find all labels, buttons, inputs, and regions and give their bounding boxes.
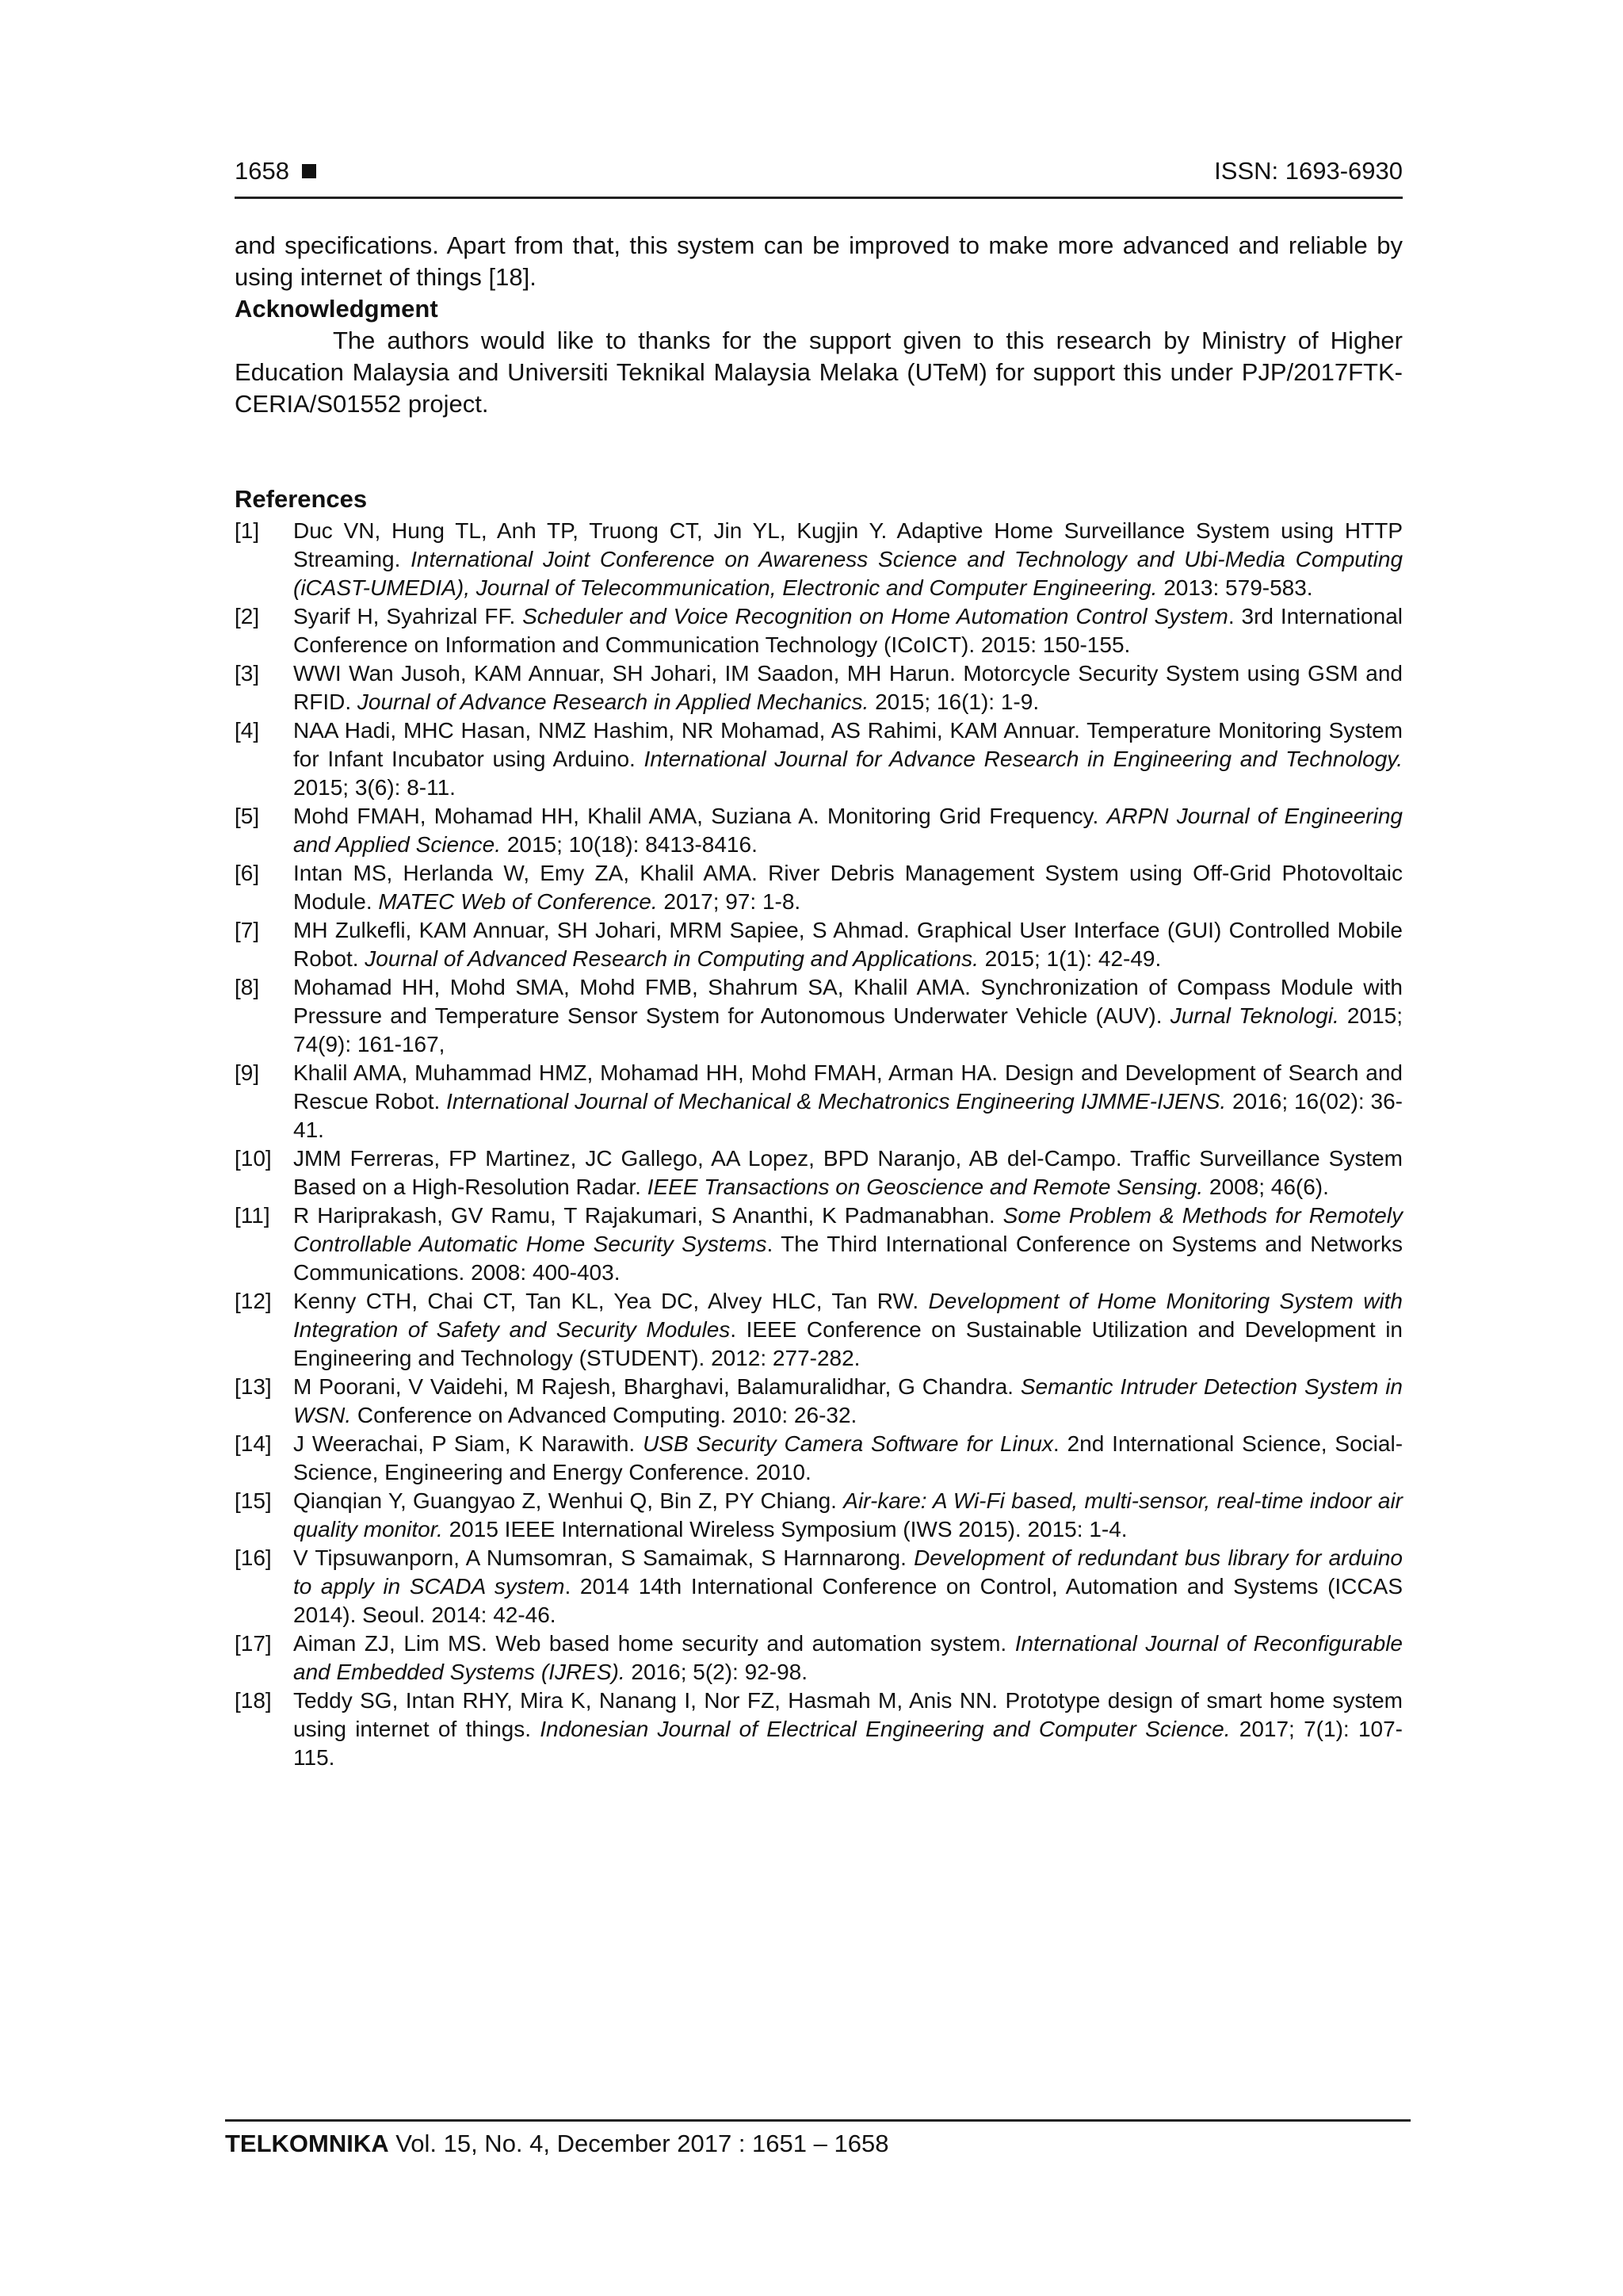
- reference-item: [235, 973, 1403, 1059]
- reference-text: 2015; 74(9): 161-167,: [293, 1003, 1403, 1056]
- reference-number: [1]: [235, 518, 260, 543]
- reference-text: Mohd FMAH, Mohamad HH, Khalil AMA, Suziana A. Monitoring Grid Frequency.: [293, 804, 1107, 828]
- reference-text: 2016; 5(2): 92-98.: [624, 1660, 808, 1684]
- reference-item: [235, 1373, 1403, 1430]
- body-text: [235, 230, 1403, 420]
- issn-label: ISSN: 1693-6930: [1214, 157, 1403, 185]
- reference-item: [235, 1544, 1403, 1629]
- square-bullet-icon: [302, 164, 316, 178]
- reference-item: [235, 602, 1403, 659]
- page-number-text: 1658: [235, 157, 289, 185]
- reference-source: Scheduler and Voice Recognition on Home Automation Control System: [522, 604, 1228, 628]
- reference-text: 2015; 1(1): 42-49.: [978, 946, 1162, 971]
- reference-text: Intan MS, Herlanda W, Emy ZA, Khalil AMA. River Debris Management System using Off-Grid Photovoltaic Module.: [293, 861, 1403, 914]
- page-number: [235, 157, 316, 185]
- reference-item: [235, 859, 1403, 916]
- acknowledgment-heading: Acknowledgment: [235, 295, 438, 323]
- reference-source: Journal of Advanced Research in Computing and Applications.: [365, 946, 979, 971]
- reference-number: [4]: [235, 718, 260, 743]
- reference-text: 2015; 3(6): 8-11.: [293, 775, 456, 800]
- reference-number: [14]: [235, 1431, 272, 1456]
- footer-citation: Vol. 15, No. 4, December 2017 : 1651 – 1658: [395, 2130, 889, 2157]
- reference-number: [15]: [235, 1488, 272, 1513]
- reference-source: International Joint Conference on Awareness Science and Technology and Ubi-Media Computing (iCAST-UMEDIA), Journal of Telecommunication, Electronic and Computer Engineering.: [293, 547, 1403, 600]
- reference-number: [2]: [235, 604, 260, 628]
- reference-item: [235, 1287, 1403, 1373]
- reference-text: Khalil AMA, Muhammad HMZ, Mohamad HH, Mohd FMAH, Arman HA. Design and Development of Search and Rescue Robot.: [293, 1060, 1403, 1114]
- page-header: [235, 155, 1403, 199]
- reference-number: [11]: [235, 1203, 270, 1228]
- reference-number: [10]: [235, 1146, 272, 1171]
- reference-text: 2008; 46(6).: [1203, 1175, 1329, 1199]
- reference-text: . 3rd International Conference on Information and Communication Technology (ICoICT). 2015: 150-155.: [293, 604, 1403, 657]
- reference-number: [3]: [235, 661, 260, 686]
- reference-text: Qianqian Y, Guangyao Z, Wenhui Q, Bin Z, PY Chiang.: [293, 1488, 844, 1513]
- reference-text: WWI Wan Jusoh, KAM Annuar, SH Johari, IM Saadon, MH Harun. Motorcycle Security System using GSM and RFID.: [293, 661, 1403, 714]
- reference-number: [12]: [235, 1289, 272, 1313]
- reference-item: [235, 1144, 1403, 1201]
- reference-number: [13]: [235, 1374, 272, 1399]
- reference-text: . 2014 14th International Conference on Control, Automation and Systems (ICCAS 2014). Seoul. 2014: 42-46.: [293, 1574, 1403, 1627]
- reference-text: Conference on Advanced Computing. 2010: 26-32.: [351, 1403, 857, 1427]
- reference-item: [235, 916, 1403, 973]
- reference-number: [18]: [235, 1688, 272, 1713]
- reference-text: MH Zulkefli, KAM Annuar, SH Johari, MRM Sapiee, S Ahmad. Graphical User Interface (GUI) Controlled Mobile Robot.: [293, 918, 1403, 971]
- reference-source: Development of redundant bus library for arduino to apply in SCADA system: [293, 1545, 1403, 1599]
- reference-text: R Hariprakash, GV Ramu, T Rajakumari, S Ananthi, K Padmanabhan.: [293, 1203, 1003, 1228]
- reference-item: [235, 1487, 1403, 1544]
- reference-text: Syarif H, Syahrizal FF.: [293, 604, 523, 628]
- reference-text: M Poorani, V Vaidehi, M Rajesh, Bharghavi, Balamuralidhar, G Chandra.: [293, 1374, 1021, 1399]
- reference-text: . IEEE Conference on Sustainable Utilization and Development in Engineering and Technology (STUDENT). 2012: 277-282.: [293, 1317, 1403, 1370]
- reference-text: 2013: 579-583.: [1157, 575, 1313, 600]
- reference-item: [235, 802, 1403, 859]
- footer-journal-name: TELKOMNIKA: [225, 2130, 389, 2157]
- reference-item: [235, 659, 1403, 716]
- reference-source: ARPN Journal of Engineering and Applied Science.: [293, 804, 1403, 857]
- reference-source: Development of Home Monitoring System with Integration of Safety and Security Modules: [293, 1289, 1403, 1342]
- reference-text: Teddy SG, Intan RHY, Mira K, Nanang I, Nor FZ, Hasmah M, Anis NN. Prototype design of smart home system using internet of things.: [293, 1688, 1403, 1741]
- reference-number: [17]: [235, 1631, 272, 1656]
- reference-source: International Journal of Mechanical & Mechatronics Engineering IJMME-IJENS.: [446, 1089, 1227, 1114]
- reference-source: International Journal of Reconfigurable and Embedded Systems (IJRES).: [293, 1631, 1403, 1684]
- reference-item: [235, 1201, 1403, 1287]
- reference-number: [6]: [235, 861, 260, 885]
- reference-item: [235, 716, 1403, 802]
- reference-text: . 2nd International Science, Social-Science, Engineering and Energy Conference. 2010.: [293, 1431, 1403, 1484]
- continuation-paragraph: and specifications. Apart from that, this system can be improved to make more advanced and reliable by using internet of things [18].: [235, 231, 1403, 291]
- reference-text: J Weerachai, P Siam, K Narawith.: [293, 1431, 643, 1456]
- reference-source: Journal of Advance Research in Applied Mechanics.: [357, 690, 869, 714]
- reference-source: USB Security Camera Software for Linux: [643, 1431, 1053, 1456]
- reference-text: Aiman ZJ, Lim MS. Web based home security and automation system.: [293, 1631, 1015, 1656]
- reference-source: Indonesian Journal of Electrical Engineering and Computer Science.: [540, 1717, 1231, 1741]
- reference-text: 2017; 7(1): 107-115.: [293, 1717, 1403, 1770]
- reference-text: JMM Ferreras, FP Martinez, JC Gallego, AA Lopez, BPD Naranjo, AB del-Campo. Traffic Surveillance System Based on a High-Resolution Radar.: [293, 1146, 1403, 1199]
- references-heading: References: [235, 485, 368, 513]
- reference-source: Some Problem & Methods for Remotely Controllable Automatic Home Security Systems: [293, 1203, 1403, 1256]
- reference-source: IEEE Transactions on Geoscience and Remote Sensing.: [647, 1175, 1204, 1199]
- reference-text: 2015; 16(1): 1-9.: [869, 690, 1040, 714]
- reference-number: [9]: [235, 1060, 260, 1085]
- reference-item: [235, 1430, 1403, 1487]
- reference-text: . The Third International Conference on Systems and Networks Communications. 2008: 400-403.: [293, 1232, 1403, 1285]
- reference-text: 2015; 10(18): 8413-8416.: [501, 832, 758, 857]
- acknowledgment-paragraph: The authors would like to thanks for the support given to this research by Ministry of Higher Education Malaysia and Universiti Teknikal Malaysia Melaka (UTeM) for support this under PJP/2017FTK-CERIA/S01552 project.: [235, 327, 1403, 418]
- reference-text: 2015 IEEE International Wireless Symposium (IWS 2015). 2015: 1-4.: [442, 1517, 1128, 1541]
- reference-source: Semantic Intruder Detection System in WSN.: [293, 1374, 1403, 1427]
- reference-source: International Journal for Advance Research in Engineering and Technology.: [643, 747, 1403, 771]
- reference-source: MATEC Web of Conference.: [378, 889, 658, 914]
- reference-source: Jurnal Teknologi.: [1170, 1003, 1339, 1028]
- reference-text: Mohamad HH, Mohd SMA, Mohd FMB, Shahrum SA, Khalil AMA. Synchronization of Compass Module with Pressure and Temperature Sensor System for Autonomous Underwater Vehicle (AUV).: [293, 975, 1403, 1028]
- reference-item: [235, 1629, 1403, 1687]
- reference-text: Duc VN, Hung TL, Anh TP, Truong CT, Jin YL, Kugjin Y. Adaptive Home Surveillance System using HTTP Streaming.: [293, 518, 1403, 571]
- reference-item: [235, 517, 1403, 602]
- reference-text: 2017; 97: 1-8.: [657, 889, 801, 914]
- reference-item: [235, 1687, 1403, 1772]
- reference-number: [8]: [235, 975, 260, 999]
- page-footer: [225, 2119, 1411, 2158]
- reference-number: [16]: [235, 1545, 272, 1570]
- reference-text: Kenny CTH, Chai CT, Tan KL, Yea DC, Alvey HLC, Tan RW.: [293, 1289, 929, 1313]
- reference-text: 2016; 16(02): 36-41.: [293, 1089, 1403, 1142]
- reference-number: [7]: [235, 918, 260, 942]
- reference-text: V Tipsuwanporn, A Numsomran, S Samaimak, S Harnnarong.: [293, 1545, 915, 1570]
- reference-source: Air-kare: A Wi-Fi based, multi-sensor, real-time indoor air quality monitor.: [293, 1488, 1403, 1541]
- references-list: [235, 517, 1403, 1772]
- reference-number: [5]: [235, 804, 260, 828]
- reference-text: NAA Hadi, MHC Hasan, NMZ Hashim, NR Mohamad, AS Rahimi, KAM Annuar. Temperature Monitoring System for Infant Incubator using Arduino.: [293, 718, 1403, 771]
- reference-item: [235, 1059, 1403, 1144]
